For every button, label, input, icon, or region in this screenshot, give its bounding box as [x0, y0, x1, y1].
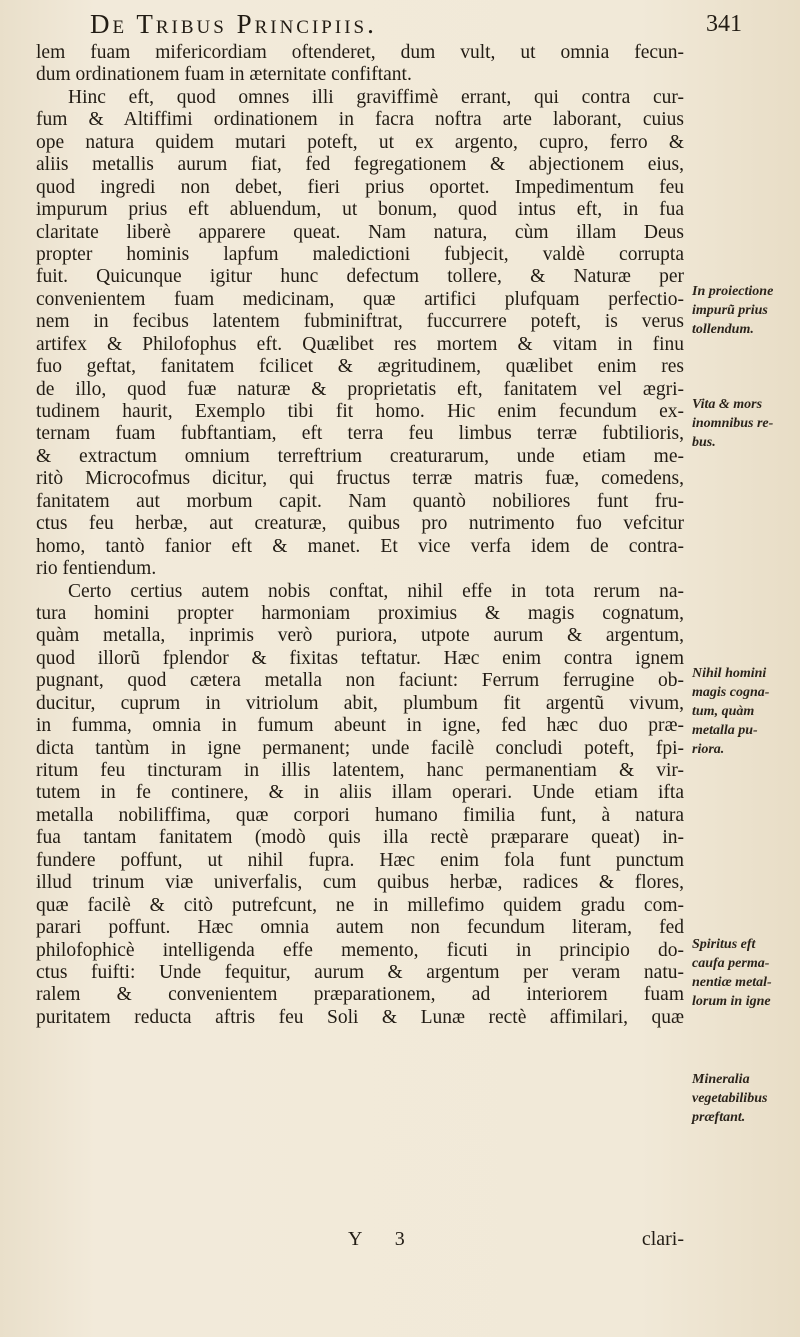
text-line: ralem & convenientem præparationem, ad interiorem fuam [36, 984, 684, 1006]
marginal-note-line: magis cogna- [692, 685, 770, 700]
text-line: puritatem reducta aftris feu Soli & Lunæ rectè affimilari, quæ [36, 1006, 684, 1028]
text-line: pugnant, quod cætera metalla non faciunt: Ferrum ferrugine ob- [36, 670, 684, 692]
text-line: aliis metallis aurum fiat, fed fegregationem & abjectionem eius, [36, 154, 684, 176]
text-line: ritum feu tincturam in illis latentem, hanc permanentiam & vir- [36, 760, 684, 781]
marginal-note [692, 1070, 796, 1127]
text-line: fanitatem aut morbum capit. Nam quantò nobiliores funt fru- [36, 490, 684, 512]
text-line: metalla nobiliffima, quæ corpori humano fimilia funt, à natura [36, 804, 684, 826]
text-line: quæ facilè & citò putrefcunt, ne in millefimo quidem gradu com- [36, 894, 684, 916]
text-line: quod illorũ fplendor & fixitas teftatur. Hæc enim contra ignem [36, 647, 684, 669]
marginal-note-line: præftant. [692, 1110, 746, 1125]
text-line: illud trinum viæ univerfalis, cum quibus herbæ, radices & flores, [36, 872, 684, 894]
text-line: lem fuam mifericordiam oftenderet, dum vult, ut omnia fecun- [36, 42, 684, 63]
text-line: ternam fuam fubftantiam, eft terra feu limbus terræ fubtilioris, [36, 423, 684, 445]
text-line: Certo certius autem nobis conftat, nihil effe in tota rerum na- [68, 580, 684, 602]
running-title: De Tribus Principiis. [90, 8, 377, 39]
text-line: impurum prius eft abluendum, ut bonum, quod intus eft, in fua [36, 199, 684, 221]
text-line: parari poffunt. Hæc omnia autem non fecundum literam, fed [36, 917, 684, 939]
text-line: quàm metalla, inprimis verò puriora, utpote aurum & argentum, [36, 625, 684, 647]
marginal-note [692, 935, 796, 1011]
page-header [90, 6, 750, 42]
marginal-note [692, 282, 796, 339]
text-line: ritò Microcofmus dicitur, qui fructus terræ matris fuæ, comedens, [36, 468, 684, 490]
text-line: claritate liberè apparere queat. Nam natura, cùm illam Deus [36, 221, 684, 243]
text-line: ctus feu herbæ, aut creaturæ, quibus pro nutrimento fuo vefcitur [36, 513, 684, 535]
page-footer [36, 1228, 684, 1254]
marginal-note-line: vegetabilibus [692, 1091, 768, 1106]
marginal-note-line: lorum in igne [692, 994, 771, 1009]
catchword: clari- [641, 1228, 684, 1250]
text-line: nem in fecibus latentem fubminiftrat, fuccurrere poteft, is verus [36, 311, 684, 333]
text-line: ducitur, cuprum in vitriolum abit, plumbum fit argentũ vivum, [36, 692, 684, 714]
marginal-note-line: inomnibus re- [692, 416, 774, 431]
text-line: propter hominis lapfum maledictioni fubjecit, valdè corrupta [36, 243, 684, 265]
text-line: fua tantam fanitatem (modò quis illa rectè præparare queat) in- [36, 827, 684, 849]
text-line: fundere poffunt, ut nihil fupra. Hæc enim fola funt punctum [36, 849, 684, 871]
text-line: & extractum omnium terreftrium creaturarum, unde etiam me- [36, 445, 684, 467]
marginal-note-line: impurũ prius [692, 303, 768, 318]
marginal-note-line: Vita & mors [692, 397, 763, 412]
text-line: dum ordinationem fuam in æternitate confiftant. [36, 64, 412, 86]
marginal-note-line: tollendum. [692, 322, 754, 337]
marginal-note-line: metalla pu- [692, 723, 758, 738]
marginal-note-line: Mineralia [692, 1072, 750, 1087]
marginal-note [692, 395, 796, 452]
text-line: quod ingredi non debet, fieri prius oportet. Impedimentum feu [36, 176, 684, 198]
marginal-note-line: In proiectione [692, 284, 774, 299]
text-line: de illo, quod fuæ naturæ & proprietatis eft, fanitatem vel ægri- [36, 378, 684, 400]
text-line: tutem in fe continere, & in aliis illam operari. Unde etiam ifta [36, 782, 684, 804]
text-line: tura homini propter harmoniam proximius & magis cognatum, [36, 602, 684, 624]
text-line: philofophicè intelligenda effe memento, ficuti in principio do- [36, 939, 684, 961]
text-line: ope natura quidem mutari poteft, ut ex argento, cupro, ferro & [36, 131, 684, 153]
text-line: in fumma, omnia in fumum abeunt in igne, fed hæc duo præ- [36, 715, 684, 737]
text-line: homo, tantò fanior eft & manet. Et vice verfa idem de contra- [36, 535, 684, 557]
marginal-note-line: bus. [692, 435, 716, 450]
text-line: artifex & Philofophus eft. Quælibet res mortem & vitam in finu [36, 333, 684, 355]
marginal-note-line: nentiæ metal- [692, 975, 772, 990]
marginal-note-line: Nihil homini [692, 666, 767, 681]
text-line: fum & Altiffimi ordinationem in facra noftra arte laborant, cuius [36, 109, 684, 131]
text-line: fuo geftat, fanitatem fcilicet & ægritudinem, quælibet enim res [36, 356, 684, 378]
text-line: convenientem fuam medicinam, quæ artifici plufquam perfectio- [36, 288, 684, 310]
signature-mark: Y 3 [348, 1228, 419, 1250]
text-line: dicta tantùm in igne permanent; unde facilè concludi poteft, fpi- [36, 737, 684, 759]
marginal-note-line: tum, quàm [692, 704, 755, 719]
text-line: tudinem haurit, Exemplo tibi fit homo. Hic enim fecundum ex- [36, 401, 684, 422]
body-text [36, 42, 684, 1029]
marginal-note [692, 664, 796, 759]
text-line: fuit. Quicunque igitur hunc defectum tollere, & Naturæ per [36, 266, 684, 288]
marginal-note-line: caufa perma- [692, 956, 770, 971]
marginal-note-line: riora. [692, 742, 725, 757]
text-line: rio fentiendum. [36, 558, 157, 580]
marginal-note-line: Spiritus eft [692, 937, 756, 952]
text-line: Hinc eft, quod omnes illi graviffimè errant, qui contra cur- [68, 86, 684, 108]
page-number: 341 [706, 10, 742, 37]
text-line: ctus fuifti: Unde fequitur, aurum & argentum per veram natu- [36, 961, 684, 983]
